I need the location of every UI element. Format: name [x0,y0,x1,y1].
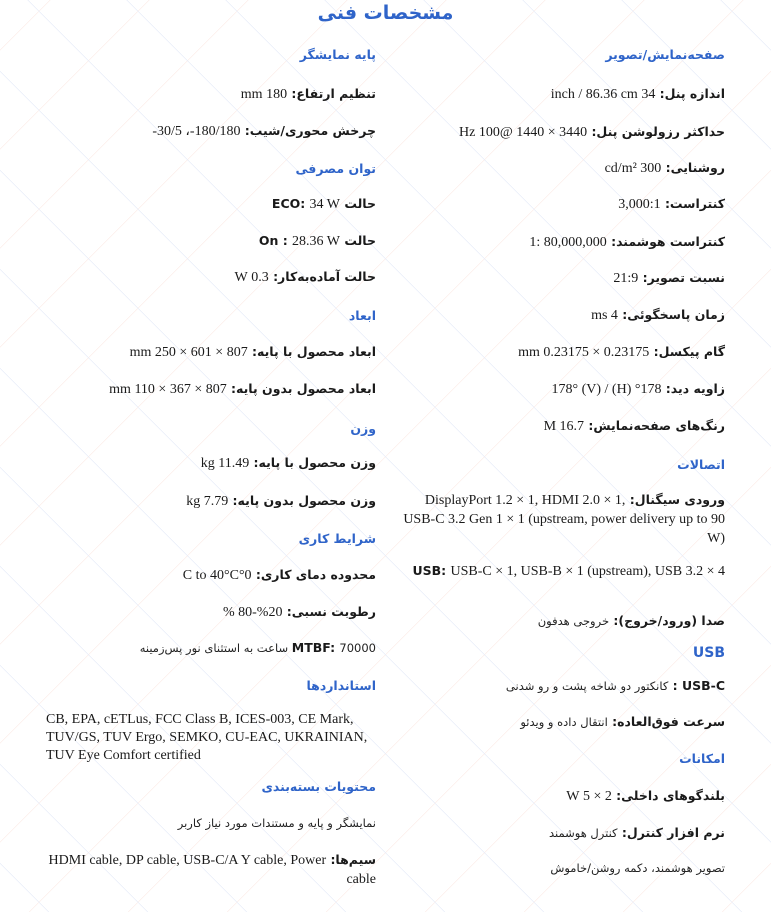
power-heading: توان مصرفی [295,161,376,176]
spec-speakers: بلندگوهای داخلی: 2 × 5 W [566,788,725,804]
spec-max-resolution: حداکثر رزولوشن پنل: 3440 × 1440 @100 Hz [459,124,725,140]
spec-usb-c: USB-C : کانکتور دو شاخه پشت و رو شدنی [505,678,725,693]
spec-contrast: کنتراست: 3,000:1 [618,196,725,212]
package-contents: نمایشگر و پایه و مستندات مورد نیاز کاربر [177,816,376,830]
spec-humidity: رطوبت نسبی: 20%-80 % [222,604,376,620]
spec-viewing-angle: زاویه دید: 178° (H) / 178° (V) [551,381,725,397]
usb-heading: USB [692,645,725,661]
spec-cables: سیم‌ها: HDMI cable, DP cable, USB-C/A Y cable, Power cable [48,852,376,887]
display-heading: صفحه‌نمایش/تصویر [605,47,725,62]
weight-heading: وزن [350,421,376,436]
spec-dims-without-stand: ابعاد محصول بدون پایه: 807 × 367 × 110 mm [109,381,376,397]
stand-heading: پایه نمایشگر [299,47,376,62]
page-title: مشخصات فنی [317,2,454,24]
spec-eco-mode: حالت ECO: 34 W [271,196,376,212]
spec-dims-with-stand: ابعاد محصول با پایه: 807 × 601 × 250 mm [129,344,376,360]
package-heading: محتویات بسته‌بندی [261,779,376,794]
connectivity-heading: اتصالات [677,457,725,472]
dimensions-heading: ابعاد [348,308,376,323]
standards-list: CB, EPA, cETLus, FCC Class B, ICES-003, CE Mark, TUV/GS, TUV Ergo, SEMKO, CU-EAC, UKRAINIAN, TUV Eye Comfort certified [46,712,368,763]
spec-standby-mode: حالت آماده‌به‌کار: 0.3 W [234,269,376,285]
spec-signal-input: ورودی سیگنال: DisplayPort 1.2 × 1, HDMI 2.0 × 1, USB-C 3.2 Gen 1 × 1 (upstream, power delivery up to 90 W) [403,492,725,546]
spec-swivel-tilt: چرخش محوری/شیب: 180/180-، 30/5- [152,123,376,139]
spec-aspect-ratio: نسبت تصویر: 21:9 [613,270,725,286]
spec-height-adjust: تنظیم ارتفاع: 180 mm [240,86,376,102]
spec-control-software: نرم افزار کنترل: کنترل هوشمند [548,825,725,840]
spec-brightness: روشنایی: 300 cd/m² [604,160,725,176]
spec-smart-contrast: کنتراست هوشمند: 80,000,000 :1 [529,234,725,250]
spec-response-time: زمان پاسخگوئی: 4 ms [591,307,725,323]
spec-weight-without-stand: وزن محصول بدون پایه: 7.79 kg [186,493,376,509]
spec-panel-size: اندازه پنل: 34 inch / 86.36 cm [550,86,725,102]
spec-mtbf: MTBF: 70000 ساعت به استثنای نور پس‌زمینه [139,640,376,655]
spec-pixel-pitch: گام پیکسل: 0.23175 × 0.23175 mm [518,344,725,360]
spec-super-speed: سرعت فوق‌العاده: انتقال داده و ویدئو [520,714,725,729]
features-heading: امکانات [679,751,725,766]
spec-weight-with-stand: وزن محصول با پایه: 11.49 kg [200,455,376,471]
spec-smart-image: تصویر هوشمند، دکمه روشن/خاموش [550,861,725,875]
operating-heading: شرایط کاری [298,531,376,546]
spec-usb: USB: USB-C × 1, USB-B × 1 (upstream), USB 3.2 × 4 [412,563,725,579]
spec-colors: رنگ‌های صفحه‌نمایش: 16.7 M [543,418,725,434]
spec-audio: صدا (ورود/خروج): خروجی هدفون [537,613,725,628]
standards-heading: استانداردها [306,678,376,693]
spec-on-mode: حالت On : 28.36 W [258,233,376,249]
spec-temp-range: محدوده دمای کاری: 0°C to 40°C [182,567,376,583]
